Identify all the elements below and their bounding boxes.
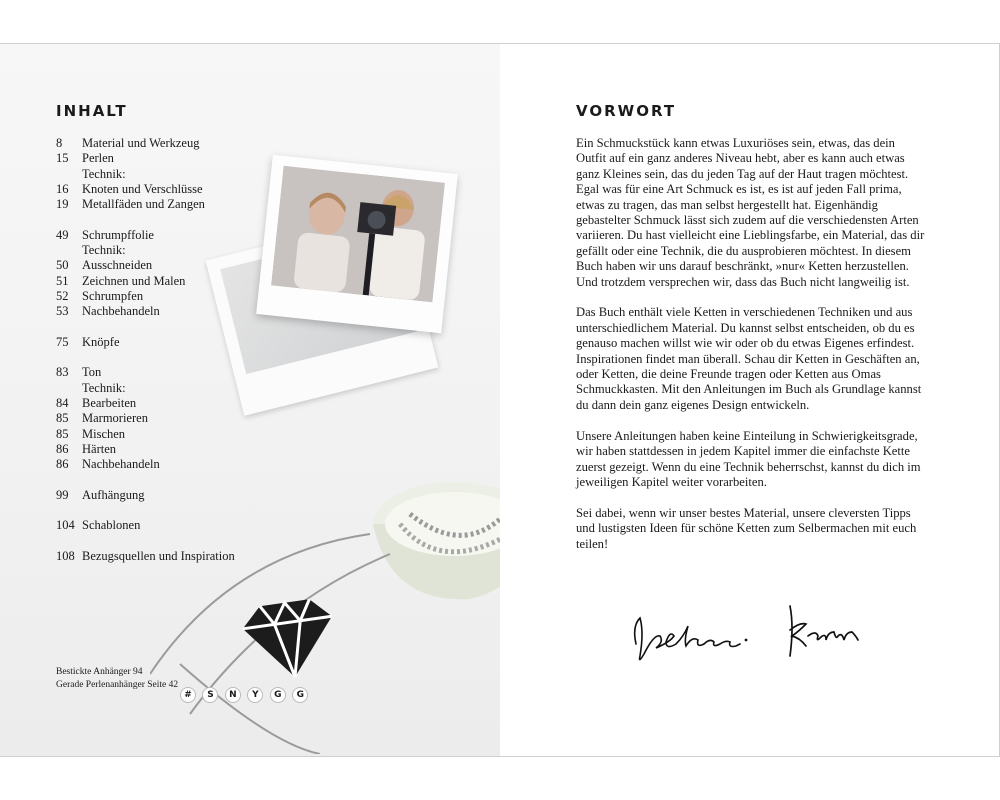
toc-title: Aufhängung <box>82 487 145 502</box>
toc-page-number: 49 <box>56 227 69 242</box>
toc-entry <box>56 182 235 197</box>
photo-scene <box>271 166 445 302</box>
toc-entry <box>56 442 235 457</box>
toc-title: Nachbehandeln <box>82 304 160 319</box>
bead-letter: # <box>180 687 196 703</box>
toc-entry <box>56 167 235 182</box>
toc-page-number: 84 <box>56 396 69 411</box>
toc-title: Technik: <box>82 380 126 395</box>
toc-title: Material und Werkzeug <box>82 136 200 150</box>
toc-page-number: 85 <box>56 426 69 441</box>
toc-spacer <box>56 320 235 335</box>
toc-page-number: 99 <box>56 487 69 502</box>
toc-entry <box>56 304 235 319</box>
toc-entry <box>56 243 235 258</box>
author-signatures <box>630 596 870 676</box>
toc-page-number <box>56 381 82 396</box>
bead-letter: G <box>270 687 286 703</box>
toc-page-number: 75 <box>56 334 69 349</box>
toc-entry <box>56 365 235 380</box>
toc-entry <box>56 411 235 426</box>
polaroid-front-image <box>271 166 445 302</box>
toc-page-number: 8 <box>56 136 63 150</box>
toc-title: Schrumpffolie <box>82 227 154 242</box>
foreword-paragraph: Ein Schmuckstück kann etwas Luxuriöses sein, etwas, das dein Outfit auf ein ganz anderes Niveau hebt, aber es kann auch etwas ganz Kleines sein, das du jeden Tag auf der Haut tragen möchtest. Egal was für eine Art Schmuck es ist, es ist auf jeden Fall prima, etwas zu tragen, das man selbst hergestellt hat. Eigenhändig gebastelter Schmuck lässt sich zudem auf die verschiedensten Arten variieren. Du hast vielleicht eine Lieblingsfarbe, ein Material, das dir gefällt oder eine Technik, die du ausprobieren möchtest. In diesem Buch haben wir uns darauf beschränkt, »nur« Ketten herzustellen. Und trotzdem versprechen wir, dass das Buch nicht langweilig ist. <box>576 136 925 289</box>
toc-title: Ausschneiden <box>82 258 153 273</box>
toc-page-number <box>56 167 82 182</box>
toc-page-number: 50 <box>56 258 69 273</box>
toc-title: Knoten und Verschlüsse <box>82 181 203 196</box>
toc-title: Mischen <box>82 426 126 441</box>
toc-entry <box>56 518 235 533</box>
toc-entry <box>56 488 235 503</box>
toc-title: Marmorieren <box>82 411 148 426</box>
toc-spacer <box>56 534 235 549</box>
toc-page-number: 86 <box>56 457 69 472</box>
toc-title: Härten <box>82 441 117 456</box>
toc-title: Perlen <box>82 151 114 166</box>
foreword-heading: VORWORT <box>576 102 677 120</box>
toc-title: Schrumpfen <box>82 288 144 303</box>
toc-entry <box>56 381 235 396</box>
toc-entry <box>56 396 235 411</box>
bead-letter: G <box>292 687 308 703</box>
toc-entry <box>56 274 235 289</box>
toc-title: Knöpfe <box>82 334 120 349</box>
toc-title: Technik: <box>82 243 126 258</box>
photo-caption: Gerade Perlenanhänger Seite 42 <box>56 680 179 690</box>
photo-caption: Bestickte Anhänger 94 <box>56 667 143 677</box>
left-page <box>0 44 500 756</box>
toc-page-number: 53 <box>56 304 69 319</box>
toc-heading: INHALT <box>56 102 128 120</box>
foreword-paragraph: Das Buch enthält viele Ketten in verschiedenen Techniken und aus unterschiedlichem Material. Du kannst selbst entscheiden, ob du es genauso machen willst wie wir oder ob du etwas Eigenes erfindest. Inspirationen findet man überall. Schau dir Ketten in Geschäften an, oder Ketten, die deine Freunde tragen oder Ketten aus Omas Schmuckkasten. Mit den Anleitungen im Buch als Grundlage kannst du dann dein ganz eigenes Design entwickeln. <box>576 305 922 412</box>
toc-page-number: 86 <box>56 441 69 456</box>
toc-spacer <box>56 503 235 518</box>
toc-list <box>56 136 235 564</box>
toc-title: Ton <box>82 365 102 380</box>
toc-entry <box>56 427 235 442</box>
toc-page-number: 16 <box>56 181 69 196</box>
toc-entry <box>56 289 235 304</box>
foreword-paragraph: Unsere Anleitungen haben keine Einteilung in Schwierigkeitsgrade, wir haben stattdessen in jedem Kapitel immer die einfachste Kette zuerst gezeigt. Wenn du eine Technik beherrschst, kannst du dich im jeweiligen Kapitel weiter vorarbeiten. <box>576 428 921 489</box>
toc-title: Zeichnen und Malen <box>82 273 186 288</box>
toc-entry <box>56 549 235 564</box>
book-spread <box>0 43 1000 757</box>
foreword-paragraph: Sei dabei, wenn wir unser bestes Material, unsere cleversten Tipps und lustigsten Ideen für schöne Ketten zum Selbermachen mit euch teilen! <box>576 505 917 551</box>
toc-entry <box>56 258 235 273</box>
toc-title: Schablonen <box>82 518 141 533</box>
bead-letter: S <box>202 687 218 703</box>
toc-title: Nachbehandeln <box>82 457 160 472</box>
bead-letter: N <box>225 687 241 703</box>
toc-page-number: 83 <box>56 365 69 380</box>
toc-entry <box>56 197 235 212</box>
toc-page-number: 51 <box>56 273 69 288</box>
toc-page-number: 85 <box>56 411 69 426</box>
toc-entry <box>56 136 235 151</box>
toc-title: Technik: <box>82 166 126 181</box>
toc-page-number: 108 <box>56 549 75 564</box>
foreword-text <box>576 136 926 567</box>
toc-page-number: 19 <box>56 197 69 212</box>
toc-page-number: 15 <box>56 151 69 166</box>
right-page <box>500 44 1000 756</box>
toc-entry <box>56 151 235 166</box>
toc-title: Bearbeiten <box>82 396 137 411</box>
toc-title: Metallfäden und Zangen <box>82 197 205 212</box>
toc-page-number: 104 <box>56 518 75 533</box>
toc-title: Bezugsquellen und Inspiration <box>82 549 235 564</box>
toc-page-number <box>56 243 82 258</box>
bead-letters <box>180 684 308 703</box>
toc-spacer <box>56 473 235 488</box>
toc-entry <box>56 228 235 243</box>
toc-entry <box>56 457 235 472</box>
polaroid-photo-front <box>256 155 458 334</box>
toc-entry <box>56 335 235 350</box>
toc-spacer <box>56 212 235 227</box>
toc-page-number: 52 <box>56 288 69 303</box>
bead-letter: Y <box>247 687 263 703</box>
photo-captions <box>56 666 178 692</box>
toc-spacer <box>56 350 235 365</box>
